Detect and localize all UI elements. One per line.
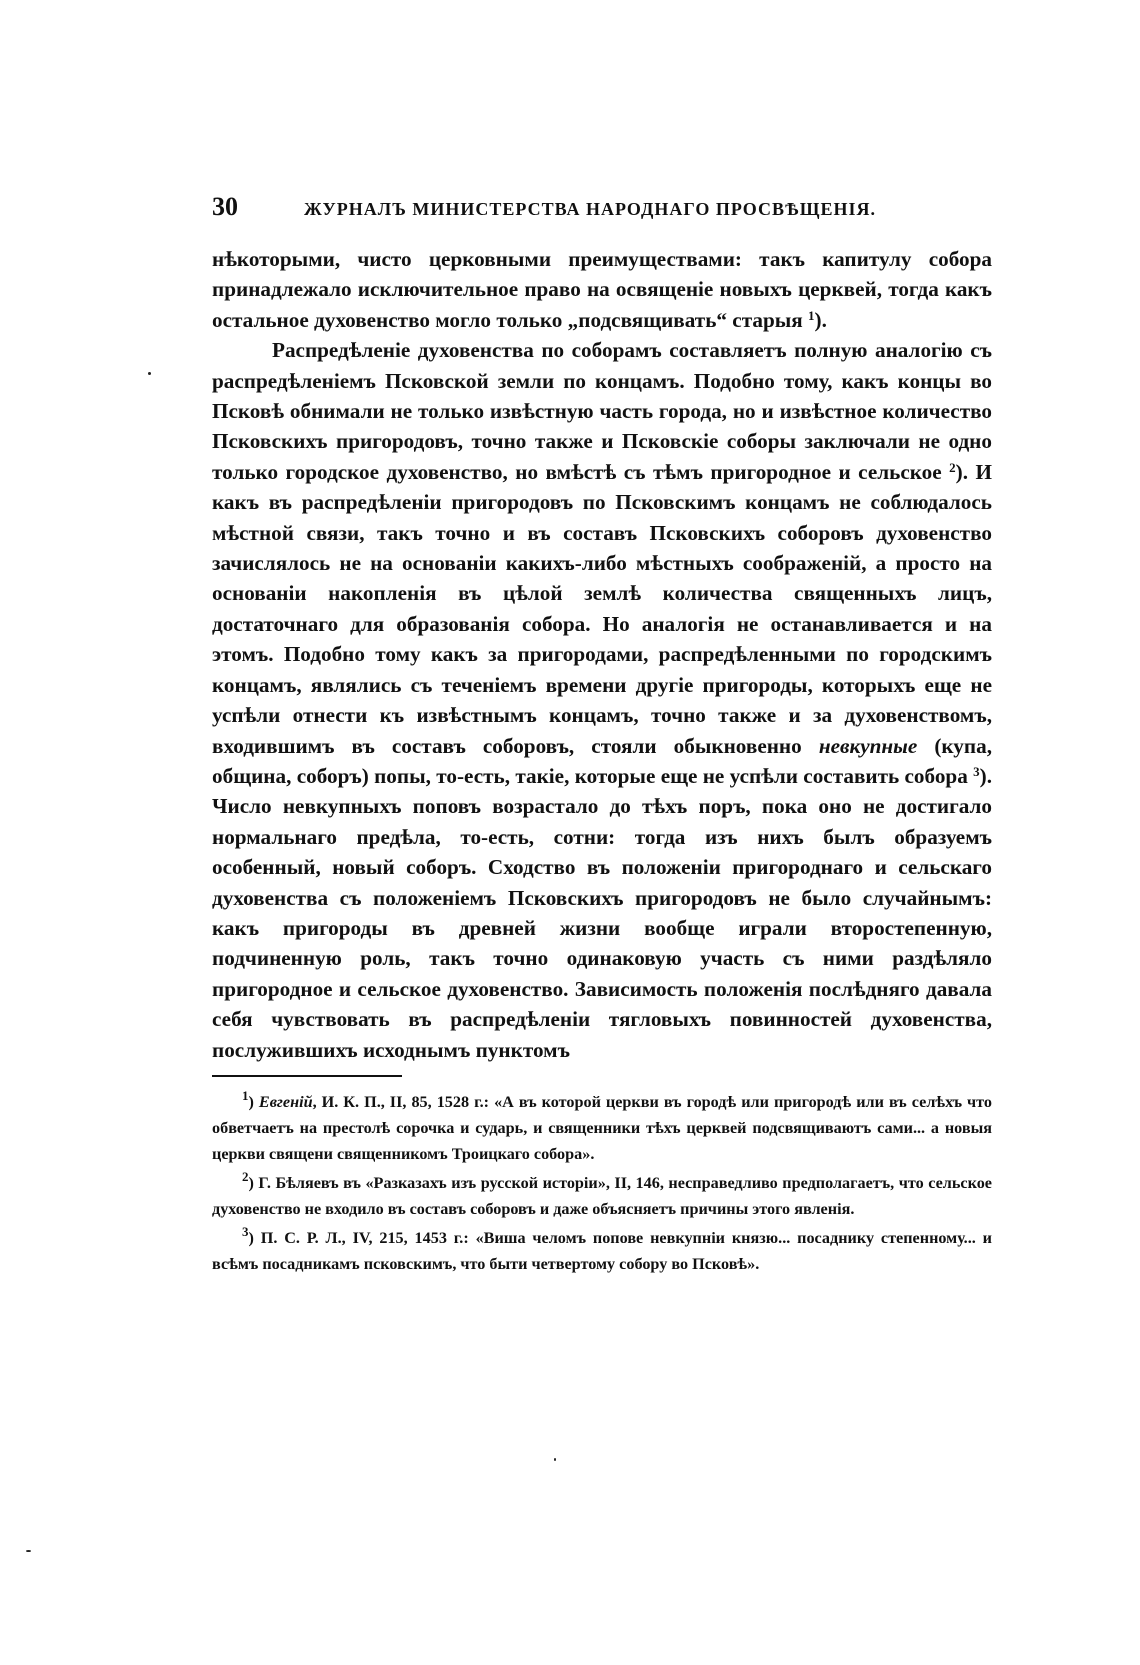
page-number: 30 [212, 192, 238, 221]
footnote-1: $^1$) Евгеній, И. К. П., II, 85, 1528 г.: «А въ которой церкви въ городѣ или пригородѣ или въ селѣхъ что обветчаетъ на престолѣ сорочка и сударь, и священники тѣхъ церквей подсвящиваютъ сами... а новыя церкви священи священникомъ Троицкаго собора». [212, 1087, 992, 1163]
paragraph-2-part-d: ). Число невкупныхъ поповъ возрастало до тѣхъ поръ, пока оно не достигало нормальнаго предѣла, то-есть, сотни: тогда изъ нихъ былъ образуемъ особенный, новый соборъ. Сходство въ положеніи пригороднаго и сельскаго духовенства съ положеніемъ Псковскихъ пригородовъ не было случайнымъ: какъ пригороды въ древней жизни вообще играли второстепенную, подчиненную роль, такъ точно одинаковую участь съ ними раздѣляло пригородное и сельское духовенство. Зависимость положенія послѣдняго давала себя чувствовать въ распредѣленіи тягловыхъ повинностей духовенства, послужившихъ исходнымъ пунктомъ [212, 763, 992, 1062]
footnote-author: Евгеній [258, 1092, 313, 1111]
footnotes [212, 1089, 992, 1277]
main-text [212, 244, 992, 1065]
paragraph-1-end: ). [814, 307, 827, 332]
paragraph-2-part-a: Распредѣленіе духовенства по соборамъ составляетъ полную аналогію съ распредѣленіемъ Псковской земли по концамъ. Подобно тому, какъ концы во Псковѣ обнимали не только извѣстную часть города, но и извѣстное количество Псковскихъ пригородовъ, точно также и Псковскіе соборы заключали не одно только городское духовенство, но вмѣстѣ съ тѣмъ пригородное и сельское [212, 338, 992, 484]
footnote-3: $^3$) П. С. Р. Л., IV, 215, 1453 г.: «Виша челомъ попове невкупніи князю... посаднику степенному... и всѣмъ посадникамъ псковскимъ, что быти четвертому собору во Псковѣ». [212, 1223, 992, 1273]
footnote-text: П. С. Р. Л., IV, 215, 1453 г.: «Виша челомъ попове невкупніи князю... посаднику степенному... и всѣмъ посадникамъ псковскимъ, что быти четвертому собору во Псковѣ». [212, 1228, 992, 1273]
footnote-ref-2: 2 [949, 459, 956, 475]
journal-title: ЖУРНАЛЪ МИНИСТЕРСТВА НАРОДНАГО ПРОСВѢЩЕНІЯ. [304, 199, 877, 219]
paragraph-continued [212, 244, 992, 335]
running-head [212, 192, 992, 222]
scan-speck [26, 1550, 31, 1552]
book-page [212, 192, 992, 1280]
paragraph-2-part-c: (купа, община, соборъ) попы, то-есть, такіе, которые еще не успѣли составить собора [212, 733, 993, 788]
footnote-text: Г. Бѣляевъ въ «Разказахъ изъ русской исторіи», II, 146, несправедливо предполагаетъ, что сельское духовенство не входило въ составъ соборовъ и даже объясняетъ причины этого явленія. [212, 1173, 992, 1218]
italic-term: невкупные [818, 733, 918, 758]
scan-speck [554, 1458, 556, 1461]
footnote-2: $^2$) Г. Бѣляевъ въ «Разказахъ изъ русской исторіи», II, 146, несправедливо предполагаетъ, что сельское духовенство не входило въ составъ соборовъ и даже объясняетъ причины этого явленія. [212, 1168, 992, 1218]
scan-speck [148, 372, 151, 375]
footnote-mark: 3 [242, 1223, 249, 1239]
footnote-text: , И. К. П., II, 85, 1528 г.: «А въ которой церкви въ городѣ или пригородѣ или въ селѣхъ что обветчаетъ на престолѣ сорочка и сударь, и священники тѣхъ церквей подсвящиваютъ сами... а новыя церкви священи священникомъ Троицкаго собора». [212, 1092, 992, 1163]
paragraph-2-part-b: ). И какъ въ распредѣленіи пригородовъ по Псковскимъ концамъ не соблюдалось мѣстной связи, такъ точно и въ составъ Псковскихъ соборовъ духовенство зачислялось не на основаніи какихъ-либо мѣстныхъ соображеній, а просто на основаніи накопленія въ цѣлой землѣ количества священныхъ лицъ, достаточнаго для образованія собора. Но аналогія не останавливается и на этомъ. Подобно тому какъ за пригородами, распредѣленными по городскимъ концамъ, являлись съ теченіемъ времени другіе пригороды, которыхъ еще не успѣли отнести къ извѣстнымъ концамъ, точно также и за духовенствомъ, входившимъ въ составъ соборовъ, стояли обыкновенно [212, 459, 992, 758]
footnote-ref-1: 1 [808, 307, 815, 323]
footnote-mark: 1 [242, 1087, 249, 1103]
footnote-divider [212, 1075, 402, 1077]
footnote-mark: 2 [242, 1168, 249, 1184]
paragraph-1-text: нѣкоторыми, чисто церковными преимуществами: такъ капитулу собора принадлежало исключительное право на освященіе новыхъ церквей, тогда какъ остальное духовенство могло только „подсвящивать“ старыя [212, 247, 992, 332]
footnote-ref-3: 3 [973, 763, 980, 779]
paragraph-2 [212, 335, 992, 1065]
